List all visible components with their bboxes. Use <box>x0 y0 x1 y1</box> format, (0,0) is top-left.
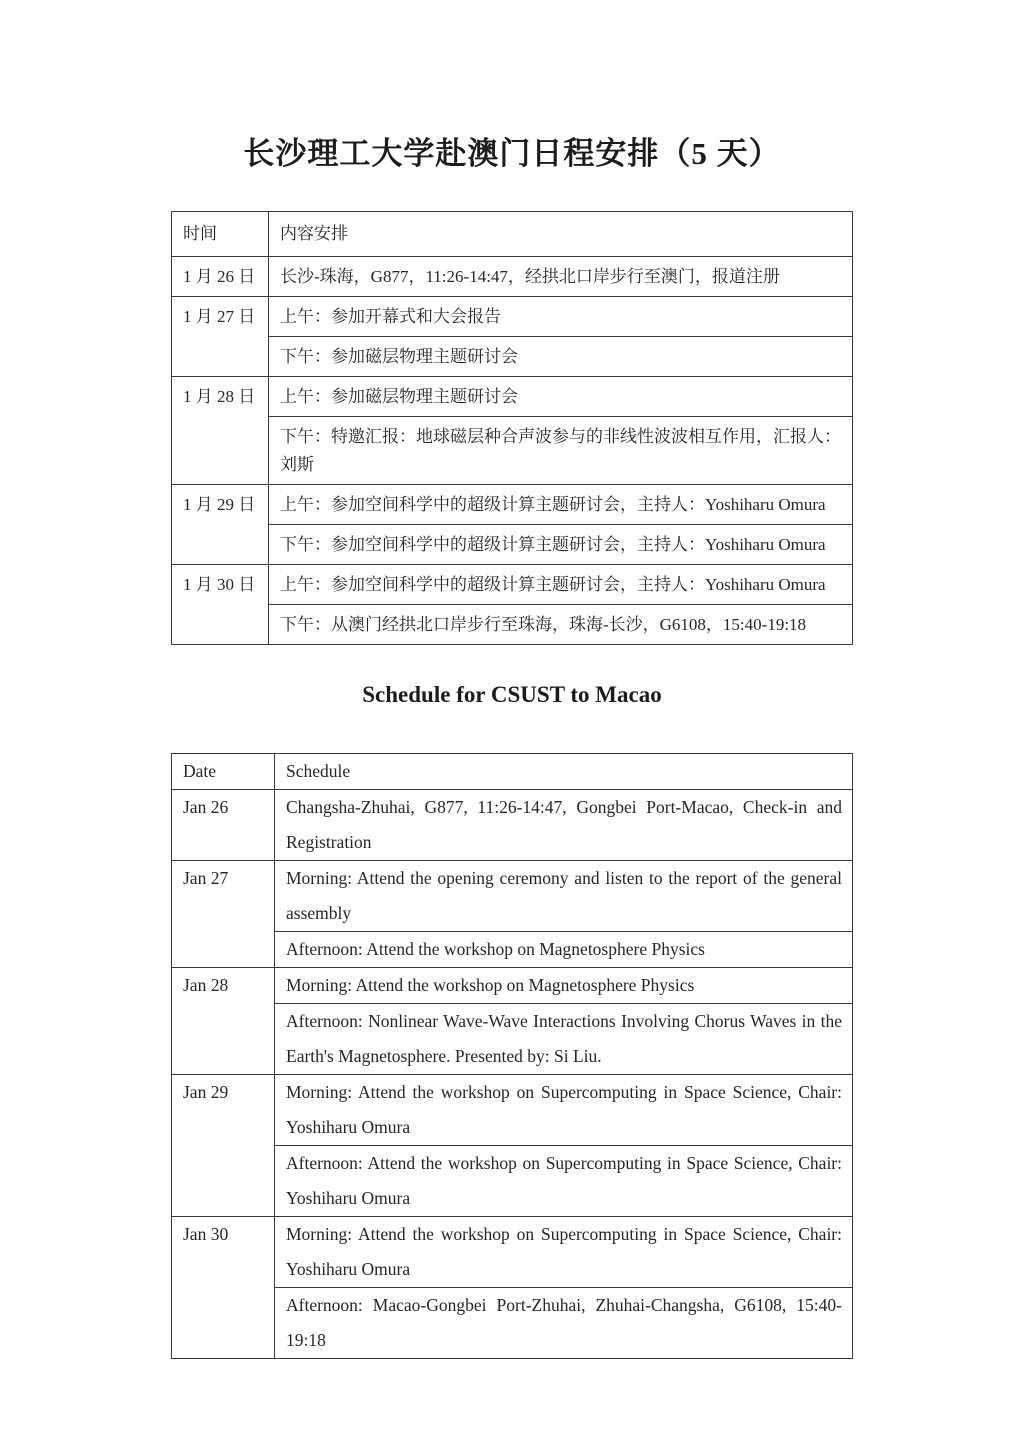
cn-header-time: 时间 <box>172 212 269 257</box>
document-title-en: Schedule for CSUST to Macao <box>362 682 662 707</box>
date-cell: 1 月 30 日 <box>172 565 269 645</box>
table-row <box>172 1146 853 1217</box>
table-row <box>172 1004 853 1075</box>
date-cell: 1 月 27 日 <box>172 297 269 377</box>
table-row <box>172 861 853 932</box>
table-row <box>172 605 853 645</box>
en-header-schedule: Schedule <box>275 754 853 790</box>
table-row <box>172 297 853 337</box>
schedule-cell: Morning: Attend the opening ceremony and listen to the report of the general assembly <box>275 861 853 932</box>
en-header-date: Date <box>172 754 275 790</box>
schedule-cell: Afternoon: Nonlinear Wave-Wave Interactions Involving Chorus Waves in the Earth's Magnetosphere. Presented by: Si Liu. <box>275 1004 853 1075</box>
table-row <box>172 257 853 297</box>
cn-table-header-row <box>172 212 853 257</box>
cn-header-content: 内容安排 <box>269 212 853 257</box>
table-row <box>172 968 853 1004</box>
schedule-cell: 上午：参加空间科学中的超级计算主题研讨会，主持人：Yoshiharu Omura <box>269 485 853 525</box>
en-table-header-row <box>172 754 853 790</box>
date-cell: Jan 27 <box>172 861 275 968</box>
date-cell: Jan 30 <box>172 1217 275 1359</box>
schedule-cell: 上午：参加开幕式和大会报告 <box>269 297 853 337</box>
table-row <box>172 337 853 377</box>
table-row <box>172 377 853 417</box>
table-row <box>172 1217 853 1288</box>
table-row <box>172 525 853 565</box>
table-row <box>172 485 853 525</box>
cn-schedule-table <box>171 211 853 645</box>
schedule-cell: Morning: Attend the workshop on Supercomputing in Space Science, Chair: Yoshiharu Omura <box>275 1075 853 1146</box>
schedule-cell: 下午：从澳门经拱北口岸步行至珠海，珠海-长沙，G6108，15:40-19:18 <box>269 605 853 645</box>
schedule-cell: 下午：参加空间科学中的超级计算主题研讨会，主持人：Yoshiharu Omura <box>269 525 853 565</box>
schedule-cell: Afternoon: Attend the workshop on Magnetosphere Physics <box>275 932 853 968</box>
date-cell: 1 月 26 日 <box>172 257 269 297</box>
schedule-cell: Afternoon: Attend the workshop on Supercomputing in Space Science, Chair: Yoshiharu Omura <box>275 1146 853 1217</box>
schedule-cell: Afternoon: Macao-Gongbei Port-Zhuhai, Zhuhai-Changsha, G6108, 15:40-19:18 <box>275 1288 853 1359</box>
schedule-cell: Morning: Attend the workshop on Magnetosphere Physics <box>275 968 853 1004</box>
table-row <box>172 790 853 861</box>
document-page <box>171 0 853 1359</box>
schedule-cell: 长沙-珠海，G877，11:26-14:47，经拱北口岸步行至澳门，报道注册 <box>269 257 853 297</box>
schedule-cell: Changsha-Zhuhai, G877, 11:26-14:47, Gongbei Port-Macao, Check-in and Registration <box>275 790 853 861</box>
date-cell: 1 月 28 日 <box>172 377 269 485</box>
table-row <box>172 1075 853 1146</box>
schedule-cell: Morning: Attend the workshop on Supercomputing in Space Science, Chair: Yoshiharu Omura <box>275 1217 853 1288</box>
schedule-cell: 下午：参加磁层物理主题研讨会 <box>269 337 853 377</box>
table-row <box>172 932 853 968</box>
schedule-cell: 上午：参加空间科学中的超级计算主题研讨会，主持人：Yoshiharu Omura <box>269 565 853 605</box>
schedule-cell: 下午：特邀汇报：地球磁层种合声波参与的非线性波波相互作用，汇报人：刘斯 <box>269 417 853 485</box>
date-cell: Jan 29 <box>172 1075 275 1217</box>
schedule-cell: 上午：参加磁层物理主题研讨会 <box>269 377 853 417</box>
date-cell: 1 月 29 日 <box>172 485 269 565</box>
date-cell: Jan 28 <box>172 968 275 1075</box>
table-row <box>172 417 853 485</box>
table-row <box>172 565 853 605</box>
table-row <box>172 1288 853 1359</box>
en-schedule-table <box>171 753 853 1359</box>
document-title-cn: 长沙理工大学赴澳门日程安排（5 天） <box>243 136 781 171</box>
date-cell: Jan 26 <box>172 790 275 861</box>
